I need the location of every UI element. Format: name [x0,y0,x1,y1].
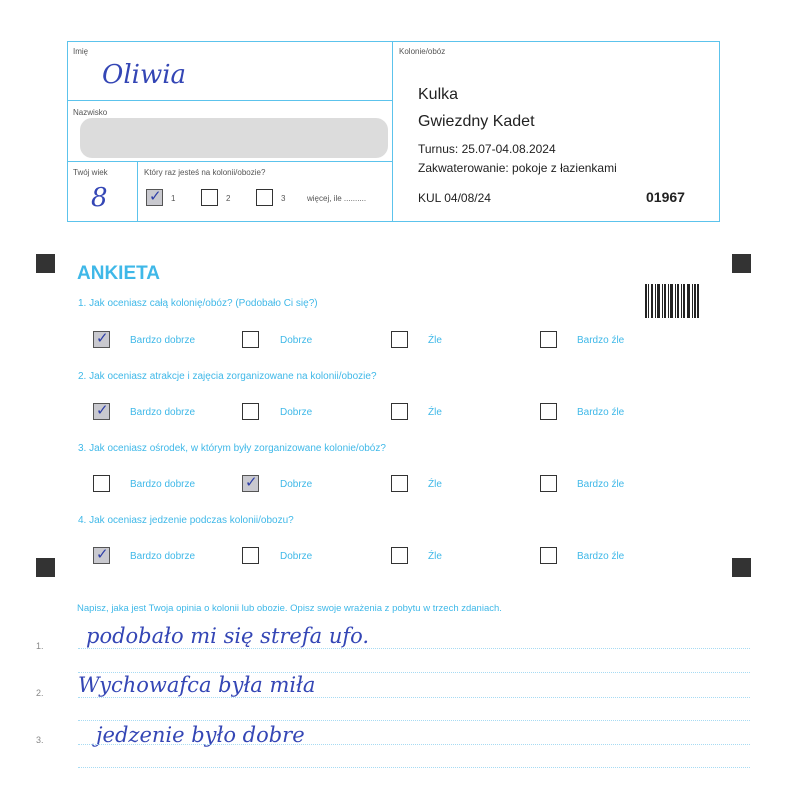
surname-label: Nazwisko [73,108,108,117]
times-option-1: 1 [171,194,176,203]
q3-option-zle-label: Źle [428,479,442,490]
q3-option-bardzo-zle-checkbox[interactable] [540,475,557,492]
opinion-prompt: Napisz, jaka jest Twoja opinia o kolonii lub obozie. Opisz swoje wrażenia z pobytu w trzech zdaniach. [77,603,502,614]
q4-option-zle-checkbox[interactable] [391,547,408,564]
q1-option-bardzo-dobrze-checkbox[interactable] [93,331,110,348]
question-4-text: 4. Jak oceniasz jedzenie podczas kolonii/obozu? [78,515,294,526]
times-more: więcej, ile .......... [307,194,367,203]
camp-code: KUL 04/08/24 [418,191,491,205]
q3-option-dobrze-checkbox[interactable] [242,475,259,492]
opinion-line-1-text: podobało mi się strefa ufo. [86,624,370,648]
opinion-line-2-rule [78,697,750,698]
q1-option-dobrze-checkbox[interactable] [242,331,259,348]
q4-option-bardzo-dobrze-checkbox[interactable] [93,547,110,564]
q2-option-bardzo-dobrze-checkbox[interactable] [93,403,110,420]
registration-marker-bottom-right [732,558,751,577]
opinion-line-3-text: jedzenie było dobre [96,723,305,747]
opinion-line-2b-rule [78,720,750,721]
times-checkbox-2[interactable] [201,189,218,206]
q4-option-bardzo-zle-checkbox[interactable] [540,547,557,564]
q4-option-dobrze-label: Dobrze [280,551,313,562]
barcode [645,284,699,318]
opinion-line-3-rule [78,744,750,745]
q4-option-dobrze-checkbox[interactable] [242,547,259,564]
q2-option-bardzo-zle-label: Bardzo źle [577,407,625,418]
camp-name: Kulka [418,86,459,103]
q1-option-bardzo-dobrze-label: Bardzo dobrze [130,335,196,346]
registration-marker-top-right [732,254,751,273]
times-option-2: 2 [226,194,231,203]
header-divider-surname [67,161,393,162]
accommodation: Zakwaterowanie: pokoje z łazienkami [418,161,617,175]
q3-option-bardzo-dobrze-label: Bardzo dobrze [130,479,196,490]
q1-option-zle-label: Źle [428,335,442,346]
q2-option-zle-checkbox[interactable] [391,403,408,420]
registration-marker-top-left [36,254,55,273]
q2-option-dobrze-label: Dobrze [280,407,313,418]
name-label: Imię [73,47,89,56]
camp-label: Kolonie/obóz [399,47,446,56]
opinion-line-3-number: 3. [36,735,44,745]
q4-option-zle-label: Źle [428,551,442,562]
camp-program: Gwiezdny Kadet [418,113,535,130]
form-number: 01967 [646,189,685,205]
q3-option-bardzo-zle-label: Bardzo źle [577,479,625,490]
question-3-text: 3. Jak oceniasz ośrodek, w którym były zorganizowane kolonie/obóz? [78,443,386,454]
survey-title: ANKIETA [77,263,161,284]
q3-option-bardzo-dobrze-checkbox[interactable] [93,475,110,492]
times-checkbox-3[interactable] [256,189,273,206]
q2-option-bardzo-zle-checkbox[interactable] [540,403,557,420]
q2-option-dobrze-checkbox[interactable] [242,403,259,420]
q4-option-bardzo-zle-label: Bardzo źle [577,551,625,562]
header-divider-vertical [392,41,393,221]
q3-option-dobrze-label: Dobrze [280,479,313,490]
question-1-text: 1. Jak oceniasz całą kolonię/obóz? (Podobało Ci się?) [78,298,318,309]
opinion-line-3b-rule [78,767,750,768]
q3-option-zle-checkbox[interactable] [391,475,408,492]
header-divider-name [67,100,393,101]
opinion-line-1-number: 1. [36,641,44,651]
q2-option-zle-label: Źle [428,407,442,418]
registration-marker-bottom-left [36,558,55,577]
turnus: Turnus: 25.07-04.08.2024 [418,142,556,156]
q2-option-bardzo-dobrze-label: Bardzo dobrze [130,407,196,418]
name-value: Oliwia [102,60,187,90]
times-option-3: 3 [281,194,286,203]
q1-option-bardzo-zle-label: Bardzo źle [577,335,625,346]
opinion-line-1-rule [78,648,750,649]
q1-option-bardzo-zle-checkbox[interactable] [540,331,557,348]
q1-option-zle-checkbox[interactable] [391,331,408,348]
times-checkbox-1[interactable] [146,189,163,206]
q1-option-dobrze-label: Dobrze [280,335,313,346]
question-2-text: 2. Jak oceniasz atrakcje i zajęcia zorganizowane na kolonii/obozie? [78,371,377,382]
opinion-line-2-number: 2. [36,688,44,698]
q4-option-bardzo-dobrze-label: Bardzo dobrze [130,551,196,562]
opinion-line-2-text: Wychowafca była miła [78,673,316,697]
times-label: Który raz jesteś na kolonii/obozie? [144,168,266,177]
age-label: Twój wiek [73,168,108,177]
age-value: 8 [91,183,108,213]
surname-redaction [80,118,388,158]
header-divider-age [137,161,138,221]
